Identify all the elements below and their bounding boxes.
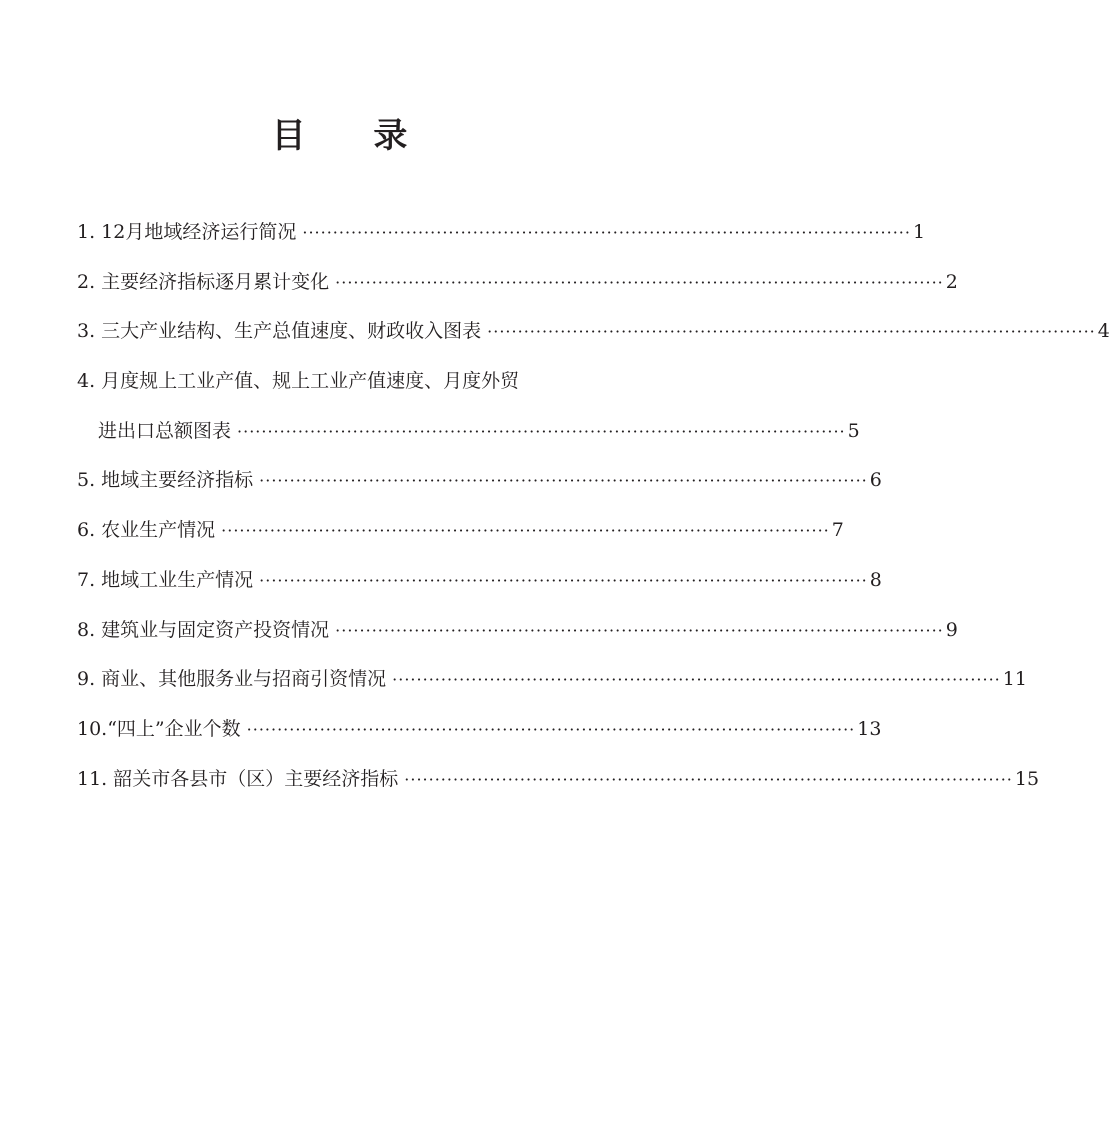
toc-page-number: 4 xyxy=(1097,320,1110,343)
toc-entry-label: 4. 月度规上工业产值、规上工业产值速度、月度外贸 xyxy=(77,370,520,393)
page-title: 目 录 xyxy=(271,116,436,156)
table-of-contents xyxy=(77,208,1110,804)
toc-entry-8[interactable] xyxy=(77,606,958,656)
toc-entry-label: 11. 韶关市各县市（区）主要经济指标 xyxy=(77,767,399,790)
toc-entry-label: 5. 地域主要经济指标 xyxy=(77,469,254,492)
dot-leader: ···································································································· xyxy=(221,521,830,541)
toc-entry-label-continued: 进出口总额图表 xyxy=(98,419,232,442)
toc-page-number: 8 xyxy=(869,568,882,591)
toc-entry-label: 10.“四上”企业个数 xyxy=(77,717,241,740)
toc-entry-7[interactable] xyxy=(77,556,882,606)
dot-leader: ···································································································· xyxy=(302,223,911,242)
toc-entry-6[interactable] xyxy=(77,506,844,556)
toc-page-number: 15 xyxy=(1014,767,1040,790)
dot-leader: ···································································································· xyxy=(335,620,944,640)
toc-entry-9[interactable] xyxy=(77,655,1027,705)
toc-entry-2[interactable] xyxy=(77,258,958,308)
toc-page-number: 7 xyxy=(831,519,844,542)
toc-page-number: 5 xyxy=(847,419,860,442)
toc-entry-10[interactable] xyxy=(77,705,882,755)
toc-page-number: 9 xyxy=(945,618,958,641)
toc-entry-3[interactable] xyxy=(77,307,1110,357)
toc-entry-label: 6. 农业生产情况 xyxy=(77,519,216,542)
toc-page-number: 1 xyxy=(912,221,926,243)
toc-entry-label: 8. 建筑业与固定资产投资情况 xyxy=(77,618,330,641)
dot-leader: ···································································································· xyxy=(259,471,868,491)
toc-page-number: 2 xyxy=(945,270,958,293)
dot-leader: ···································································································· xyxy=(246,719,856,739)
dot-leader: ···································································································· xyxy=(237,421,846,441)
toc-entry-5[interactable] xyxy=(77,456,882,506)
toc-entry-label: 3. 三大产业结构、生产总值速度、财政收入图表 xyxy=(77,320,482,343)
dot-leader: ···································································································· xyxy=(335,272,944,292)
toc-page-number: 11 xyxy=(1002,668,1027,691)
dot-leader: ···································································································· xyxy=(392,670,1001,690)
toc-entry-label: 2. 主要经济指标逐月累计变化 xyxy=(77,270,330,293)
toc-entry-label: 1. 12月地域经济运行简况 xyxy=(77,221,297,243)
toc-page-number: 6 xyxy=(869,469,882,492)
dot-leader: ···································································································· xyxy=(404,769,1013,789)
toc-entry-label: 7. 地域工业生产情况 xyxy=(77,568,254,591)
toc-entry-4-continued[interactable] xyxy=(77,407,860,457)
dot-leader: ···································································································· xyxy=(487,322,1096,342)
toc-entry-11[interactable] xyxy=(77,755,1040,805)
dot-leader: ···································································································· xyxy=(259,570,868,590)
toc-entry-4[interactable] xyxy=(77,357,601,407)
toc-entry-1[interactable] xyxy=(77,208,926,258)
toc-entry-label: 9. 商业、其他服务业与招商引资情况 xyxy=(77,668,387,691)
toc-page-number: 13 xyxy=(857,717,882,740)
